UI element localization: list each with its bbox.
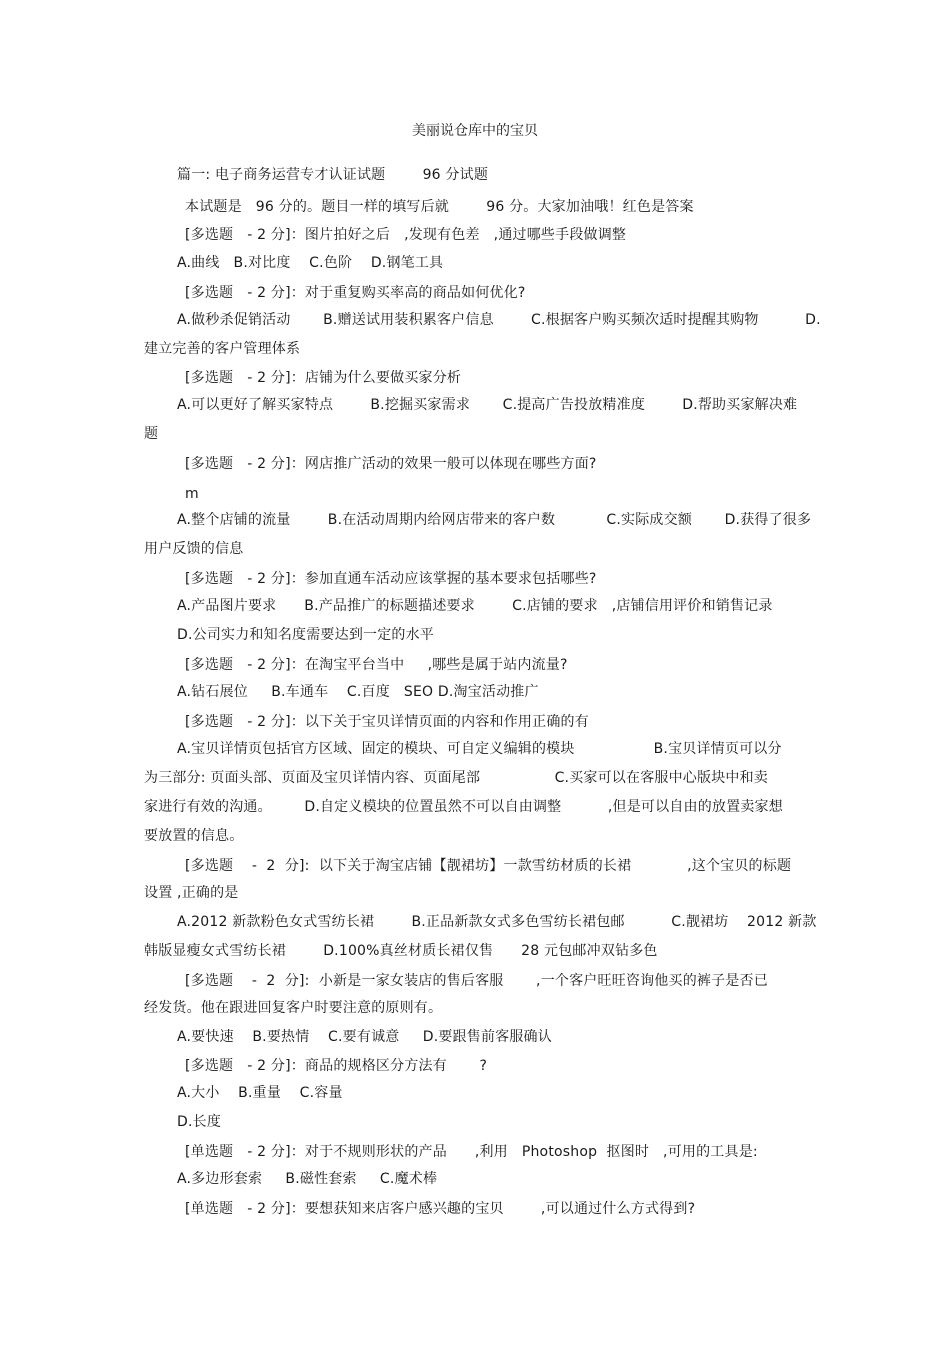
answer-8-cont: 韩版显瘦女式雪纺长裙 D.100%真丝材质长裙仅售 28 元包邮冲双钻多色 — [144, 943, 658, 959]
answer-5-cont: D.公司实力和知名度需要达到一定的水平 — [177, 627, 435, 643]
question-9-cont: 经发货。他在跟进回复客户时要注意的原则有。 — [144, 1000, 443, 1016]
question-7: [多选题 - 2 分]：以下关于宝贝详情页面的内容和作用正确的有 — [185, 714, 589, 730]
answer-4-cont: 用户反馈的信息 — [144, 541, 244, 557]
stray-mark: m — [185, 486, 199, 502]
question-6: [多选题 - 2 分]：在淘宝平台当中 ,哪些是属于站内流量? — [185, 657, 568, 673]
document-title: 美丽说仓库中的宝贝 — [412, 123, 538, 139]
answer-7-cont-1: 为三部分: 页面头部、页面及宝贝详情内容、页面尾部 C.买家可以在客服中心版块中和卖 — [144, 770, 768, 786]
answer-7-cont-3: 要放置的信息。 — [144, 828, 244, 844]
question-5: [多选题 - 2 分]：参加直通车活动应该掌握的基本要求包括哪些? — [185, 571, 597, 587]
answer-11: A.多边形套索 B.磁性套索 C.魔术棒 — [177, 1171, 438, 1187]
answer-7-cont-2: 家进行有效的沟通。 D.自定义模块的位置虽然不可以自由调整 ,但是可以自由的放置卖家想 — [144, 799, 783, 815]
answer-1: A.曲线 B.对比度 C.色阶 D.钢笔工具 — [177, 255, 444, 271]
question-8-cont: 设置 ,正确的是 — [144, 885, 239, 901]
answer-9: A.要快速 B.要热情 C.要有诚意 D.要跟售前客服确认 — [177, 1029, 552, 1045]
question-1: [多选题 - 2 分]：图片拍好之后 ,发现有色差 ,通过哪些手段做调整 — [185, 227, 627, 243]
answer-8: A.2012 新款粉色女式雪纺长裙 B.正品新款女式多色雪纺长裙包邮 C.靓裙坊 2012 新款 — [177, 914, 817, 930]
answer-10: A.大小 B.重量 C.容量 — [177, 1085, 343, 1101]
answer-2-cont: 建立完善的客户管理体系 — [144, 341, 301, 357]
answer-5: A.产品图片要求 B.产品推广的标题描述要求 C.店铺的要求 ,店铺信用评价和销售记录 — [177, 598, 773, 614]
question-8: [多选题 - 2 分]: 以下关于淘宝店铺【靓裙坊】一款雪纺材质的长裙 ,这个宝贝的标题 — [185, 858, 792, 874]
question-11: [单选题 - 2 分]：对于不规则形状的产品 ,利用 Photoshop 抠图时 ,可用的工具是: — [185, 1144, 758, 1160]
question-2: [多选题 - 2 分]：对于重复购买率高的商品如何优化? — [185, 285, 526, 301]
answer-7: A.宝贝详情页包括官方区域、固定的模块、可自定义编辑的模块 B.宝贝详情页可以分 — [177, 741, 782, 757]
question-3: [多选题 - 2 分]：店铺为什么要做买家分析 — [185, 370, 462, 386]
answer-3-cont: 题 — [144, 426, 159, 442]
answer-4: A.整个店铺的流量 B.在活动周期内给网店带来的客户数 C.实际成交额 D.获得了很多 — [177, 512, 812, 528]
answer-3: A.可以更好了解买家特点 B.挖掘买家需求 C.提高广告投放精准度 D.帮助买家解决难 — [177, 397, 798, 413]
section-heading: 篇一: 电子商务运营专才认证试题 96 分试题 — [177, 167, 489, 183]
question-10: [多选题 - 2 分]：商品的规格区分方法有 ? — [185, 1058, 488, 1074]
question-4: [多选题 - 2 分]：网店推广活动的效果一般可以体现在哪些方面? — [185, 456, 597, 472]
intro-line: 本试题是 96 分的。题目一样的填写后就 96 分。大家加油哦！红色是答案 — [185, 199, 694, 215]
answer-10-cont: D.长度 — [177, 1114, 222, 1130]
answer-2: A.做秒杀促销活动 B.赠送试用装积累客户信息 C.根据客户购买频次适时提醒其购物 D. — [177, 312, 821, 328]
question-12: [单选题 - 2 分]：要想获知来店客户感兴趣的宝贝 ,可以通过什么方式得到? — [185, 1201, 696, 1217]
answer-6: A.钻石展位 B.车通车 C.百度 SEO D.淘宝活动推广 — [177, 684, 539, 700]
question-9: [多选题 - 2 分]: 小新是一家女装店的售后客服 ,一个客户旺旺咨询他买的裤子是否已 — [185, 973, 768, 989]
